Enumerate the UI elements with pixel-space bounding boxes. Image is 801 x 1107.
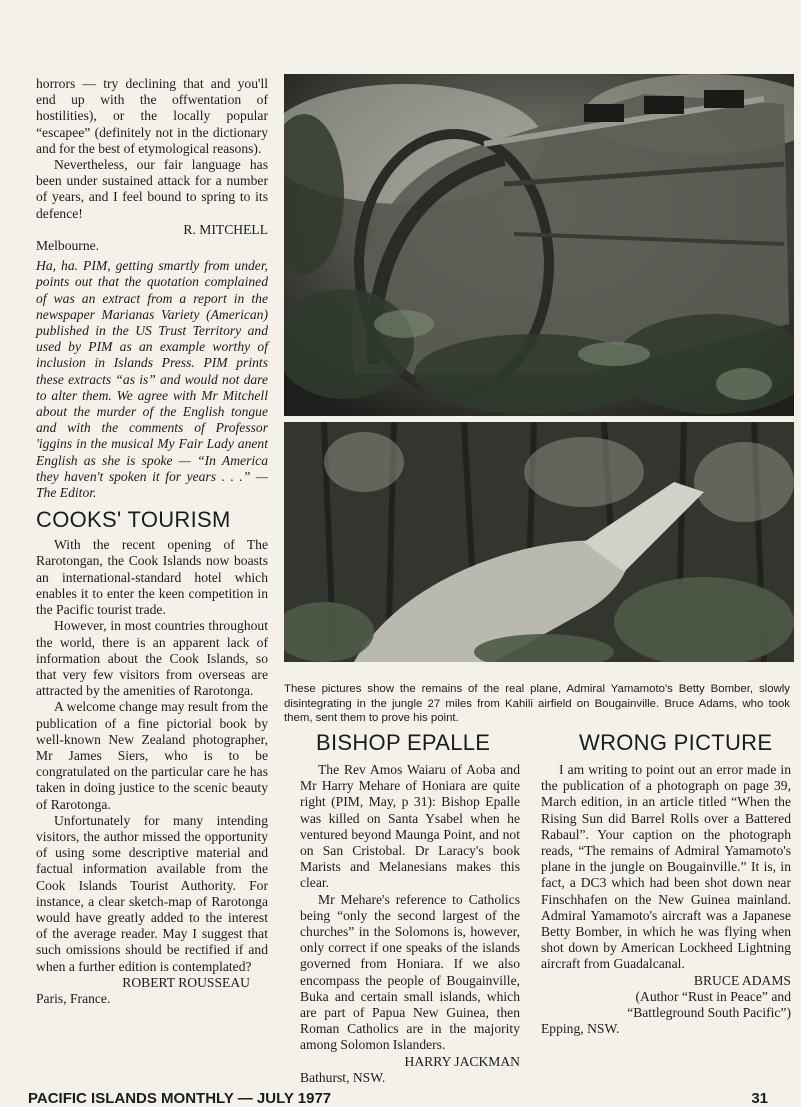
editor-note: Ha, ha. PIM, getting smartly from under, points out that the quotation complained of was an extract from a report in the newspaper Marianas Variety (American) published in the US Trust Territory and used by PIM as an example worthy of inclusion in Islands Press. PIM prints these extracts “as is” and would not dare to alter them. We agree with Mr Mitchell about the murder of the English tongue and with the comments of Professor 'iggins in the musical My Fair Lady anent English as she is spoke — “In America they haven't spoken it for years . . .” — The Editor. (36, 258, 268, 501)
photo-caption: These pictures show the remains of the real plane, Admiral Yamamoto's Betty Bomber, slowly disintegrating in the jungle 27 miles from Kahili airfield on Bougainville. Bruce Adams, who took them, sent them to prove his point. (284, 683, 790, 725)
letter-signature-place: Epping, NSW. (541, 1021, 620, 1037)
letter-paragraph: Unfortunately for many intending visitors, the author missed the opportunity of using some descriptive material and factual information available from the Cook Islands Tourist Authority. For instance, a clear sketch-map of Rarotonga would have greatly added to the interest of the average reader. May I suggest that such omissions should be rectified if and when a further edition is contemplated? (36, 812, 268, 974)
letter-signature-place: Melbourne. (36, 238, 100, 254)
letter-paragraph: A welcome change may result from the publication of a fine pictorial book by well-known New Zealand photographer, Mr James Siers, who is to be congratulated on the particular care he has taken in doing justice to the scenic beauty of Rarotonga. (36, 699, 268, 812)
letter-signature-name: BRUCE ADAMS (693, 972, 791, 988)
letter-paragraph: Nevertheless, our fair language has been under sustained attack for a number of years, and I feel bound to spring to its defence! (36, 157, 268, 221)
letter-paragraph: However, in most countries throughout the world, there is an apparent lack of information about the Cook Islands, so that very few visitors from overseas are attracted by the amenities of Rarotonga. (36, 618, 268, 699)
magazine-issue: PACIFIC ISLANDS MONTHLY — JULY 1977 (28, 1090, 332, 1107)
letter-signature-name: HARRY JACKMAN (404, 1053, 520, 1069)
wreck-photo-bottom (284, 422, 794, 662)
letter-signature-place: Bathurst, NSW. (300, 1069, 386, 1085)
letter-paragraph: The Rev Amos Waiaru of Aoba and Mr Harry Mehare of Honiara are quite right (PIM, May, p 31): Bishop Epalle was killed on Santa Ysabel when he ventured beyond Maunga Point, and not on San Cristobal. Dr Laracy's book Marists and Melanesians makes this clear. (300, 762, 520, 891)
letter-signature-credit: (Author “Rust in Peace” and (635, 988, 791, 1004)
letter-signature-place: Paris, France. (36, 990, 111, 1006)
page-footer (28, 1090, 788, 1107)
page-number: 31 (751, 1090, 768, 1107)
jungle-wreck-image (284, 422, 794, 662)
jungle-wreck-image (284, 74, 794, 416)
letter-paragraph: Mr Mehare's reference to Catholics being “only the second largest of the churches” in the Solomons is, however, only correct if one speaks of the islands governed from Honiara. If we also encompass the people of Bougainville, Buka and certain small islands, which are part of Papua New Guinea, then Roman Catholics are in the majority among Solomon Islanders. (300, 891, 520, 1053)
letter-paragraph: I am writing to point out an error made in the publication of a photograph on page 39, March edition, in an article titled “When the Rising Sun did Barrel Rolls over a Battered Rabaul”. Your caption on the photograph reads, “The remains of Admiral Yamamoto's plane in the jungle on Bougainville.” It is, in fact, a DC3 which had been shot down near Finschhafen on the New Guinea mainland. Admiral Yamamoto's aircraft was a Japanese Betty Bomber, in which he was flying when shot down by American Lockheed Lightning aircraft from Guadalcanal. (541, 762, 791, 972)
article-heading-cooks-tourism: COOKS' TOURISM (36, 507, 231, 533)
left-column (36, 76, 268, 1007)
letter-paragraph: With the recent opening of The Rarotongan, the Cook Islands now boasts an international-standard hotel which enables it to enter the keen competition in the Pacific tourist trade. (36, 537, 268, 618)
article-heading-bishop-epalle: BISHOP EPALLE (316, 730, 491, 755)
letter-paragraph: horrors — try declining that and you'll end up with the offwentation of hostilities), or the locally popular “escapee” (definitely not in the dictionary and for the best of etymological reasons). (36, 76, 268, 156)
letter-signature-credit: “Battleground South Pacific”) (627, 1005, 791, 1021)
letter-signature-name: R. MITCHELL (183, 221, 268, 237)
wreck-photo-top (284, 74, 794, 416)
right-column (541, 730, 791, 1037)
middle-column (300, 730, 520, 1086)
article-heading-wrong-picture: WRONG PICTURE (579, 730, 773, 755)
letter-signature-name: ROBERT ROUSSEAU (122, 974, 250, 990)
